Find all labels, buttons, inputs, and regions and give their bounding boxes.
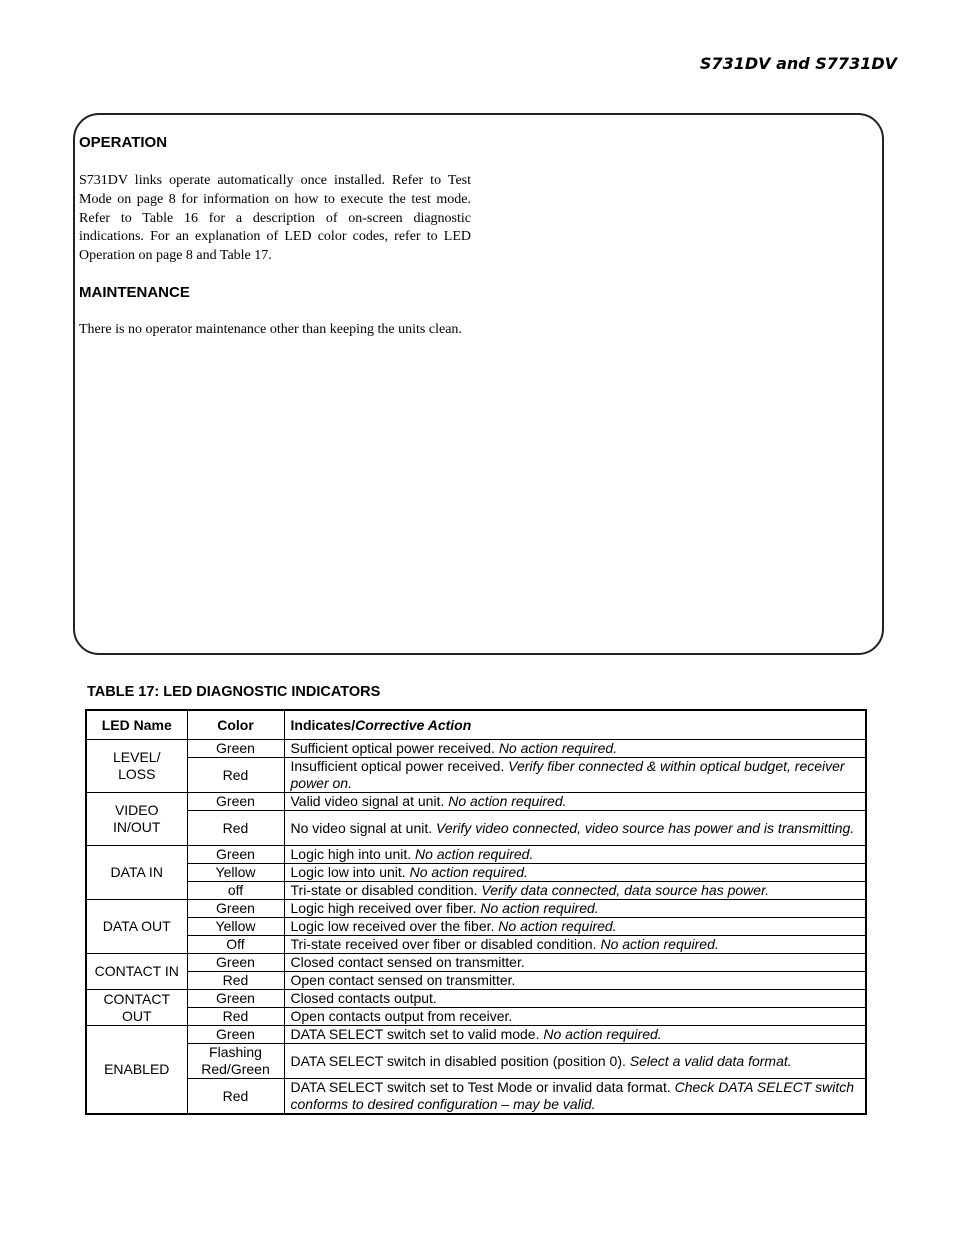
indication-cell <box>284 918 866 936</box>
table-row <box>86 740 866 758</box>
table-row <box>86 1079 866 1115</box>
table-row <box>86 864 866 882</box>
corrective-action-text: No action required. <box>600 936 719 952</box>
indication-text: Closed contacts output. <box>290 990 437 1006</box>
indication-text: Valid video signal at unit. <box>290 793 449 809</box>
indication-cell <box>284 1079 866 1115</box>
table-row <box>86 1008 866 1026</box>
table-row <box>86 846 866 864</box>
indication-text: Open contact sensed on transmitter. <box>290 972 516 988</box>
table-row <box>86 1026 866 1044</box>
led-name-cell: DATA OUT <box>86 900 187 954</box>
led-color-cell: Green <box>187 846 284 864</box>
indication-cell <box>284 900 866 918</box>
table-row <box>86 918 866 936</box>
led-color-cell: Green <box>187 740 284 758</box>
corrective-action-text: Verify fiber connected & within optical budget, receiver power on. <box>290 758 845 791</box>
table-row <box>86 811 866 846</box>
table-row <box>86 972 866 990</box>
indication-cell <box>284 740 866 758</box>
corrective-action-text: No action required. <box>409 864 528 880</box>
indication-text: DATA SELECT switch set to Test Mode or invalid data format. <box>290 1079 675 1095</box>
corrective-action-text: No action required. <box>480 900 599 916</box>
led-name-cell: CONTACT OUT <box>86 990 187 1026</box>
table-row <box>86 954 866 972</box>
corrective-action-text: No action required. <box>415 846 534 862</box>
table-row <box>86 793 866 811</box>
operation-body: S731DV links operate automatically once installed. Refer to Test Mode on page 8 for information on how to execute the test mode. Refer to Table 16 for a description of on-screen diagnostic indications. For an explanation of LED color codes, refer to LED Operation on page 8 and Table 17. <box>79 173 471 264</box>
document-header-title: S731DV and S7731DV <box>699 54 897 73</box>
maintenance-heading: MAINTENANCE <box>79 284 190 301</box>
led-color-cell: Red <box>187 758 284 793</box>
table-caption: TABLE 17: LED DIAGNOSTIC INDICATORS <box>87 684 381 700</box>
indication-text: Logic low received over the fiber. <box>290 918 499 934</box>
maintenance-body: There is no operator maintenance other than keeping the units clean. <box>79 322 462 337</box>
indication-text: Sufficient optical power received. <box>290 740 499 756</box>
table-row <box>86 1044 866 1079</box>
corrective-action-text: Check DATA SELECT switch conforms to desired configuration – may be valid. <box>290 1079 855 1112</box>
indication-text: Insufficient optical power received. <box>290 758 509 774</box>
indication-text: DATA SELECT switch in disabled position (position 0). <box>290 1052 630 1069</box>
indication-text: Closed contact sensed on transmitter. <box>290 954 525 970</box>
indication-cell <box>284 758 866 793</box>
led-color-cell: Yellow <box>187 864 284 882</box>
led-color-cell: Red <box>187 811 284 846</box>
indication-text: Logic low into unit. <box>290 864 410 880</box>
led-name-cell: CONTACT IN <box>86 954 187 990</box>
corrective-action-text: Select a valid data format. <box>629 1052 792 1069</box>
indication-text: Tri-state received over fiber or disabled condition. <box>290 936 601 952</box>
indication-cell <box>284 990 866 1008</box>
led-color-cell: Flashing Red/Green <box>187 1044 284 1079</box>
indication-text: Tri-state or disabled condition. <box>290 882 482 898</box>
led-color-cell: Red <box>187 1079 284 1115</box>
indication-text: Logic high into unit. <box>290 846 416 862</box>
table-row <box>86 900 866 918</box>
indication-cell <box>284 882 866 900</box>
led-color-cell: Red <box>187 1008 284 1026</box>
led-name-cell: ENABLED <box>86 1026 187 1115</box>
led-color-cell: Off <box>187 936 284 954</box>
indication-cell <box>284 954 866 972</box>
led-color-cell: Yellow <box>187 918 284 936</box>
led-color-cell: Green <box>187 954 284 972</box>
led-name-cell: DATA IN <box>86 846 187 900</box>
led-color-cell: Green <box>187 990 284 1008</box>
indication-cell <box>284 1044 866 1079</box>
header-indicates: Indicates/Corrective Action <box>284 710 866 740</box>
table-row <box>86 936 866 954</box>
operation-heading: OPERATION <box>79 134 168 151</box>
indication-text: Open contacts output from receiver. <box>290 1008 513 1024</box>
indication-cell <box>284 1026 866 1044</box>
indication-cell <box>284 846 866 864</box>
led-table-body <box>86 740 866 1115</box>
indication-text: No video signal at unit. <box>290 819 437 836</box>
table-row <box>86 990 866 1008</box>
indication-cell <box>284 936 866 954</box>
table-row <box>86 882 866 900</box>
table-header-row <box>86 710 866 740</box>
indication-cell <box>284 1008 866 1026</box>
indication-cell <box>284 972 866 990</box>
indication-text: Logic high received over fiber. <box>290 900 481 916</box>
led-name-cell: LEVEL/ LOSS <box>86 740 187 793</box>
led-diagnostic-table <box>85 709 867 1115</box>
table-row <box>86 758 866 793</box>
led-color-cell: Green <box>187 793 284 811</box>
corrective-action-text: Verify video connected, video source has power and is transmitting. <box>436 819 855 836</box>
indication-cell <box>284 811 866 846</box>
led-color-cell: off <box>187 882 284 900</box>
corrective-action-text: No action required. <box>498 740 618 756</box>
corrective-action-text: No action required. <box>543 1026 662 1042</box>
led-color-cell: Green <box>187 1026 284 1044</box>
led-color-cell: Green <box>187 900 284 918</box>
indication-cell <box>284 864 866 882</box>
led-color-cell: Red <box>187 972 284 990</box>
corrective-action-text: No action required. <box>498 918 617 934</box>
header-color: Color <box>187 710 284 740</box>
corrective-action-text: No action required. <box>448 793 567 809</box>
header-led-name: LED Name <box>86 710 187 740</box>
corrective-action-text: Verify data connected, data source has power. <box>481 882 770 898</box>
led-name-cell: VIDEO IN/OUT <box>86 793 187 846</box>
indication-cell <box>284 793 866 811</box>
indication-text: DATA SELECT switch set to valid mode. <box>290 1026 544 1042</box>
